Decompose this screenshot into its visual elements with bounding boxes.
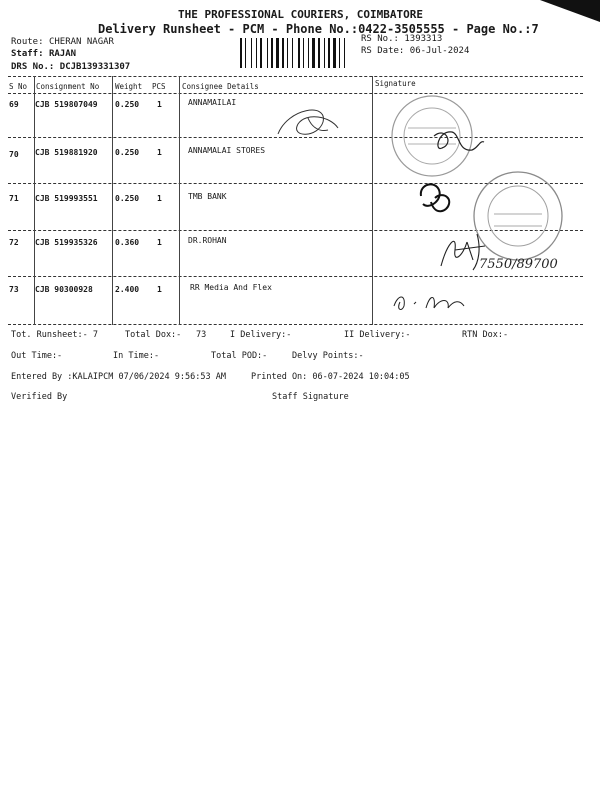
table-rule (8, 76, 583, 77)
table-rule (8, 276, 583, 277)
table-row-consignment: CJB 90300928 (35, 285, 93, 294)
entered-by: Entered By :KALAIPCM 07/06/2024 9:56:53 AM (11, 372, 226, 382)
table-row-consignee: DR.ROHAN (188, 236, 227, 245)
col-header-signature: Signature (375, 79, 416, 88)
delvy-points: Delvy Points:- (292, 351, 364, 361)
staff-signature: Staff Signature (272, 392, 349, 402)
route-row (11, 37, 114, 47)
corner-mark (540, 0, 600, 22)
staff-label: Staff: (11, 49, 44, 59)
total-dox-value: 73 (196, 330, 207, 340)
table-row-sno: 72 (9, 238, 19, 247)
table-row-pcs: 1 (157, 100, 162, 109)
company-title: THE PROFESSIONAL COURIERS, COIMBATORE (178, 8, 424, 21)
runsheet-subtitle: Delivery Runsheet - PCM - Phone No.:0422-3505555 - Page No.:7 (98, 22, 539, 36)
printed-on: Printed On: 06-07-2024 10:04:05 (251, 372, 410, 382)
route-value: CHERAN NAGAR (48, 37, 114, 47)
table-col-divider (372, 76, 373, 325)
rs-no-label: RS No.: (361, 34, 399, 44)
col-header-consignment: Consignment No (36, 82, 100, 91)
drs-label: DRS No.: (11, 62, 55, 72)
table-rule (8, 324, 583, 325)
drs-value: DCJB139331307 (59, 62, 131, 72)
drs-row (11, 62, 130, 72)
table-row-consignee: ANNAMAILAI (188, 98, 237, 107)
staff-value: RAJAN (48, 49, 77, 59)
table-row-consignee: RR Media And Flex (190, 283, 272, 292)
total-runsheet: Tot. Runsheet:- 7 (11, 330, 98, 340)
table-row-weight: 0.250 (115, 148, 140, 157)
table-row-consignment: CJB 519807049 (35, 100, 98, 109)
col-header-sno: S No (9, 82, 28, 91)
route-label: Route: (11, 37, 44, 47)
col-header-consignee: Consignee Details (182, 82, 259, 91)
table-rule (8, 93, 583, 94)
table-row-sno: 70 (9, 150, 19, 159)
col-header-weight: Weight (115, 82, 143, 91)
rs-no-value: 1393313 (404, 34, 443, 44)
table-row-weight: 0.250 (115, 100, 140, 109)
table-col-divider (179, 76, 180, 325)
signature-row-71 (413, 176, 461, 226)
table-col-divider (112, 76, 113, 325)
table-row-consignment: CJB 519935326 (35, 238, 98, 247)
table-row-consignee: TMB BANK (188, 192, 227, 201)
table-row-weight: 2.400 (115, 285, 140, 294)
i-delivery: I Delivery:- (230, 330, 292, 340)
table-row-sno: 71 (9, 194, 19, 203)
table-row-pcs: 1 (157, 285, 162, 294)
table-row-consignment: CJB 519993551 (35, 194, 98, 203)
rs-no-row (361, 34, 442, 44)
verified-by: Verified By (11, 392, 68, 402)
table-row-consignment: CJB 519881920 (35, 148, 98, 157)
total-pod: Total POD:- (211, 351, 268, 361)
ii-delivery: II Delivery:- (344, 330, 411, 340)
staff-row (11, 49, 76, 59)
table-row-sno: 73 (9, 285, 19, 294)
table-row-pcs: 1 (157, 148, 162, 157)
total-dox-label: Total Dox:- (125, 330, 182, 340)
in-time: In Time:- (113, 351, 160, 361)
table-row-sno: 69 (9, 100, 19, 109)
col-header-pcs: PCS (152, 82, 166, 91)
handwritten-phone-number: 7550/89700 (479, 257, 558, 272)
rs-date-value: 06-Jul-2024 (409, 46, 470, 56)
table-row-weight: 0.250 (115, 194, 140, 203)
signature-row-73 (390, 286, 480, 316)
barcode (240, 38, 352, 68)
table-row-consignee: ANNAMALAI STORES (188, 146, 266, 155)
table-row-pcs: 1 (157, 194, 162, 203)
signature-row-70 (428, 122, 488, 162)
rs-date-label: RS Date: (361, 46, 405, 56)
out-time: Out Time:- (11, 351, 63, 361)
rs-date-row (361, 46, 469, 56)
rtn-dox: RTN Dox:- (462, 330, 509, 340)
runsheet-table (8, 76, 583, 325)
table-row-pcs: 1 (157, 238, 162, 247)
table-row-weight: 0.360 (115, 238, 140, 247)
signature-row-69 (268, 98, 358, 148)
